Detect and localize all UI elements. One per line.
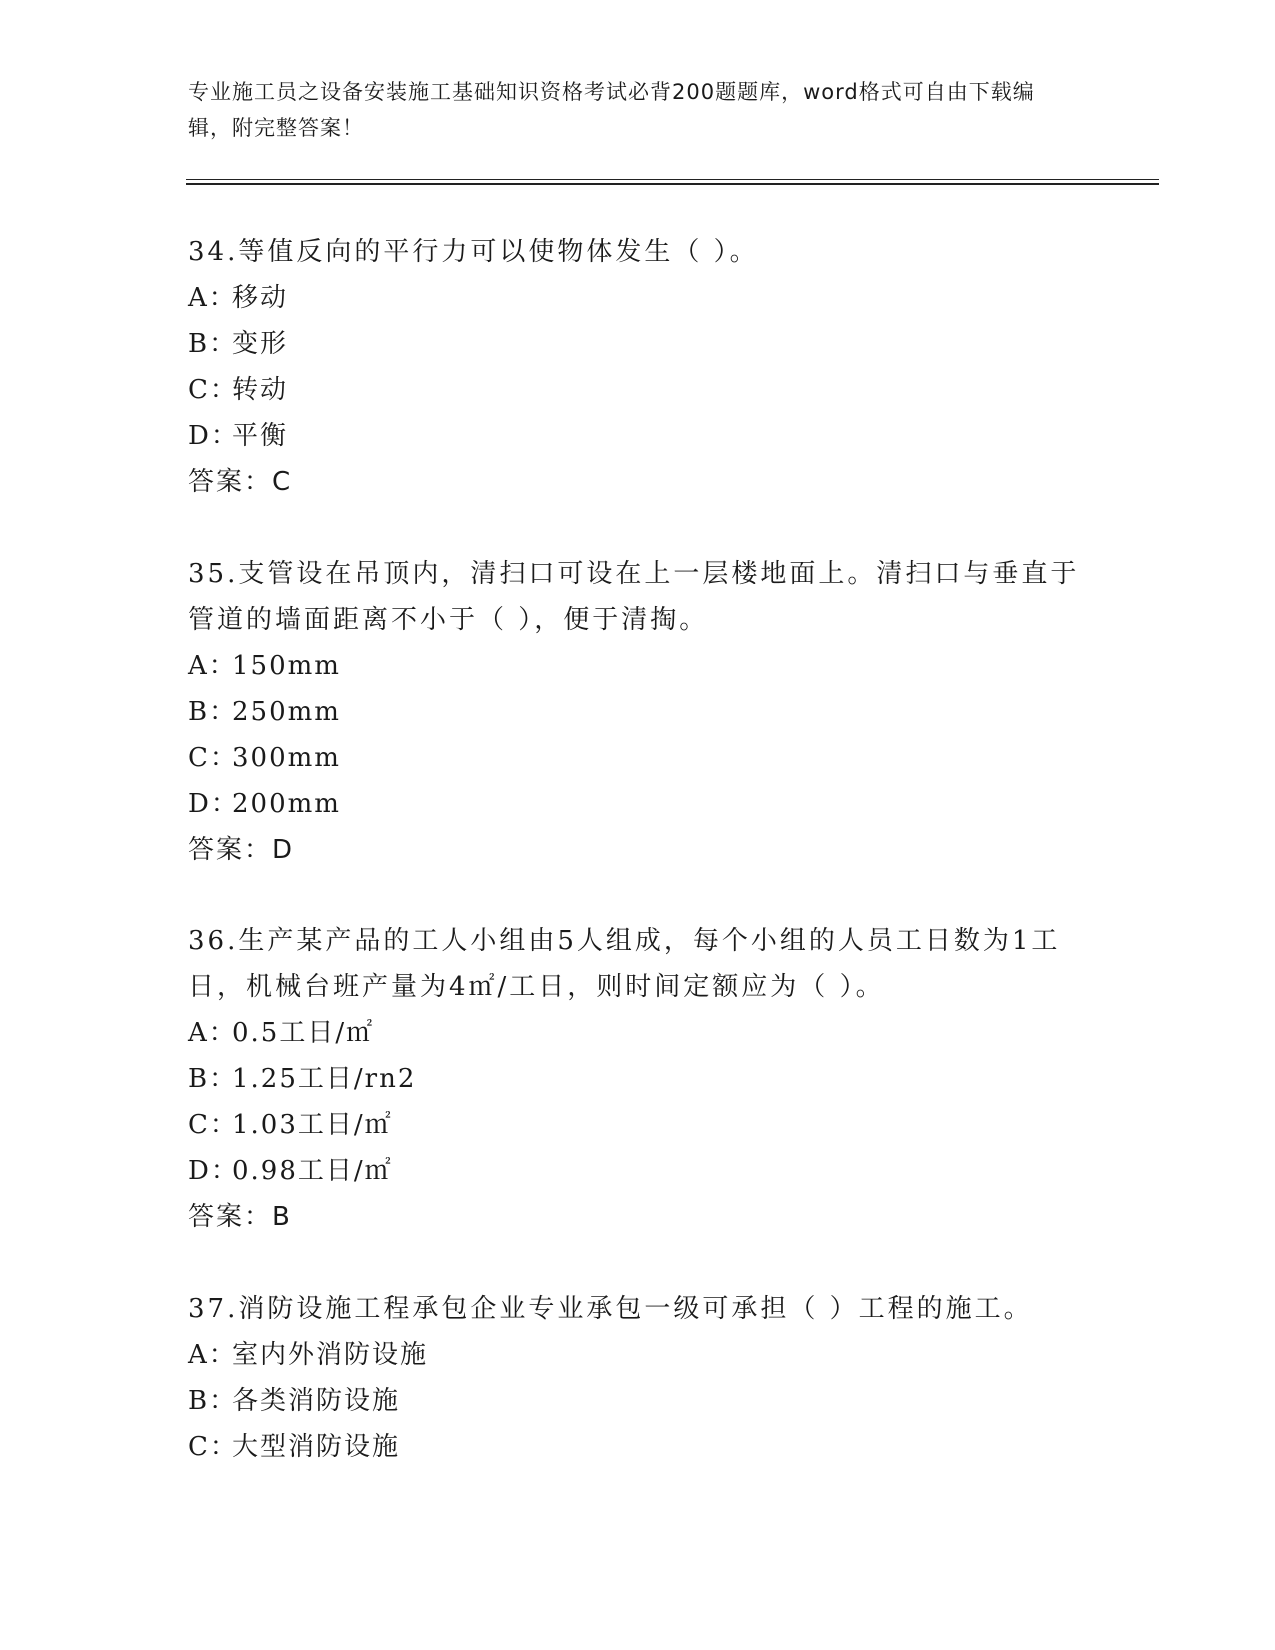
option-a [188, 643, 1088, 689]
document-header [188, 74, 1068, 146]
option-text: 各类消防设施 [232, 1386, 401, 1416]
option-b [188, 1378, 1088, 1424]
option-d [188, 413, 1088, 459]
option-d [188, 781, 1088, 827]
option-letter: B： [188, 697, 238, 727]
option-a [188, 1332, 1088, 1378]
option-text: 1.25工日/rn2 [232, 1064, 417, 1094]
option-b [188, 689, 1088, 735]
question-37 [188, 1286, 1088, 1470]
option-letter: D： [188, 789, 239, 819]
question-35 [188, 551, 1088, 873]
option-text: 平衡 [232, 421, 289, 451]
question-36 [188, 918, 1088, 1240]
answer-line: 答案：D [188, 835, 295, 865]
option-letter: A： [188, 1340, 237, 1370]
option-text: 0.98工日/㎡ [232, 1156, 393, 1186]
option-text: 150mm [232, 651, 341, 681]
header-divider-thin [186, 179, 1159, 180]
option-text: 移动 [232, 283, 289, 313]
option-letter: C： [188, 375, 238, 405]
option-text: 200mm [232, 789, 341, 819]
answer-line: 答案：C [188, 467, 293, 497]
option-letter: B： [188, 329, 238, 359]
option-letter: B： [188, 1386, 238, 1416]
option-b [188, 1056, 1088, 1102]
option-text: 300mm [232, 743, 341, 773]
option-letter: A： [188, 651, 237, 681]
option-text: 变形 [232, 329, 289, 359]
option-letter: C： [188, 1110, 238, 1140]
option-d [188, 1148, 1088, 1194]
option-text: 250mm [232, 697, 341, 727]
header-divider-thick [186, 183, 1159, 185]
option-c [188, 367, 1088, 413]
option-letter: A： [188, 1018, 237, 1048]
question-text: 34.等值反向的平行力可以使物体发生（ ）。 [188, 237, 759, 267]
question-text: 35.支管设在吊顶内，清扫口可设在上一层楼地面上。清扫口与垂直于管道的墙面距离不小于（ ），便于清掏。 [188, 559, 1080, 635]
option-letter: D： [188, 1156, 239, 1186]
header-title: 专业施工员之设备安装施工基础知识资格考试必背200题题库，word格式可自由下载编辑，附完整答案！ [188, 80, 1035, 140]
option-b [188, 321, 1088, 367]
question-34 [188, 229, 1088, 505]
option-text: 转动 [232, 375, 289, 405]
option-letter: C： [188, 1432, 238, 1462]
option-text: 室内外消防设施 [232, 1340, 429, 1370]
option-letter: D： [188, 421, 239, 451]
option-letter: B： [188, 1064, 238, 1094]
option-text: 大型消防设施 [232, 1432, 401, 1462]
option-letter: C： [188, 743, 238, 773]
option-c [188, 1424, 1088, 1470]
option-text: 0.5工日/㎡ [232, 1018, 375, 1048]
answer-line: 答案：B [188, 1202, 292, 1232]
option-c [188, 1102, 1088, 1148]
option-c [188, 735, 1088, 781]
option-letter: A： [188, 283, 237, 313]
option-a [188, 1010, 1088, 1056]
option-text: 1.03工日/㎡ [232, 1110, 393, 1140]
option-a [188, 275, 1088, 321]
question-text: 37.消防设施工程承包企业专业承包一级可承担（ ）工程的施工。 [188, 1294, 1033, 1324]
question-text: 36.生产某产品的工人小组由5人组成，每个小组的人员工日数为1工日，机械台班产量为4㎡/工日，则时间定额应为（ ）。 [188, 926, 1061, 1002]
